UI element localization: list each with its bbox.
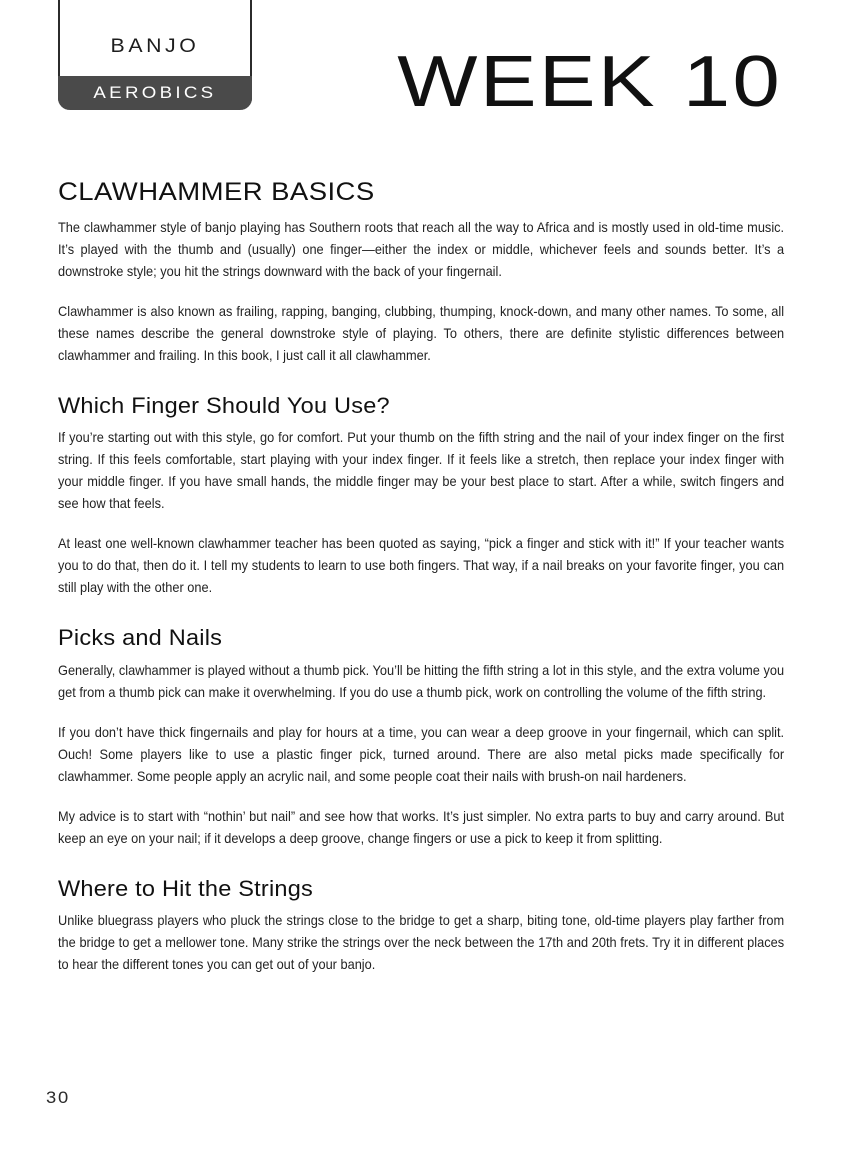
- paragraph: If you’re starting out with this style, go for comfort. Put your thumb on the fifth string and the nail of your index finger on the first string. If this feels comfortable, start playing with your index finger. If it feels like a stretch, then replace your index finger with your middle finger. If you have small hands, the middle finger may be your best place to start. After a while, switch fingers and see how that feels.: [58, 430, 785, 512]
- logo-band: [58, 76, 252, 110]
- section-heading-where-to-hit: Where to Hit the Strings: [58, 875, 314, 901]
- section-which-finger: [58, 393, 784, 599]
- paragraph: Unlike bluegrass players who pluck the strings close to the bridge to get a sharp, biting tone, old-time players play farther from the bridge to get a mellower tone. Many strike the strings over the neck between the 17th and 20th frets. Try it in different places to hear the different tones you can get out of your banjo.: [58, 912, 785, 972]
- paragraph: The clawhammer style of banjo playing has Southern roots that reach all the way to Africa and is mostly used in old-time music. It’s played with the thumb and (usually) one finger—either the index or middle, whichever feels and sounds better. It’s a downstroke style; you hit the strings downward with the back of your fingernail.: [58, 219, 785, 279]
- intro-block: [58, 217, 784, 367]
- section-heading-picks-and-nails: Picks and Nails: [58, 625, 223, 651]
- section-where-to-hit: [58, 876, 784, 976]
- page-content: [58, 178, 784, 976]
- section-picks-and-nails: [58, 625, 784, 849]
- page-number: 30: [46, 1088, 70, 1107]
- section-heading-which-finger: Which Finger Should You Use?: [58, 392, 390, 418]
- paragraph: At least one well-known clawhammer teacher has been quoted as saying, “pick a finger and stick with it!” If your teacher wants you to do that, then do it. I tell my students to learn to use both fingers. That way, if a nail breaks on your favorite finger, you can still play with the other one.: [58, 536, 785, 596]
- paragraph: Clawhammer is also known as frailing, rapping, banging, clubbing, thumping, knock-down, and many other names. To some, all these names describe the general downstroke style of playing. To others, there are definite stylistic differences between clawhammer and frailing. In this book, I just call it all clawhammer.: [58, 303, 785, 363]
- paragraph: Generally, clawhammer is played without a thumb pick. You’ll be hitting the fifth string a lot in this style, and the extra volume you get from a thumb pick can make it overwhelming. If you do use a thumb pick, work on controlling the volume of the fifth string.: [58, 662, 785, 700]
- banjo-aerobics-logo: [58, 0, 252, 110]
- logo-word-aerobics: AEROBICS: [93, 83, 217, 102]
- page-title: CLAWHAMMER BASICS: [58, 178, 375, 206]
- paragraph: If you don’t have thick fingernails and play for hours at a time, you can wear a deep groove in your fingernail, which can split. Ouch! Some players like to use a plastic finger pick, turned around. There are also metal picks made specifically for clawhammer. Some people apply an acrylic nail, and some people coat their nails with brush-on nail hardeners.: [58, 724, 785, 784]
- week-title: WEEK 10: [397, 42, 782, 122]
- page-header: [0, 0, 864, 150]
- paragraph: My advice is to start with “nothin’ but nail” and see how that works. It’s just simpler. No extra parts to buy and carry around. But keep an eye on your nail; if it develops a deep groove, change fingers or use a pick to keep it from splitting.: [58, 808, 785, 846]
- logo-word-banjo: BANJO: [110, 36, 200, 57]
